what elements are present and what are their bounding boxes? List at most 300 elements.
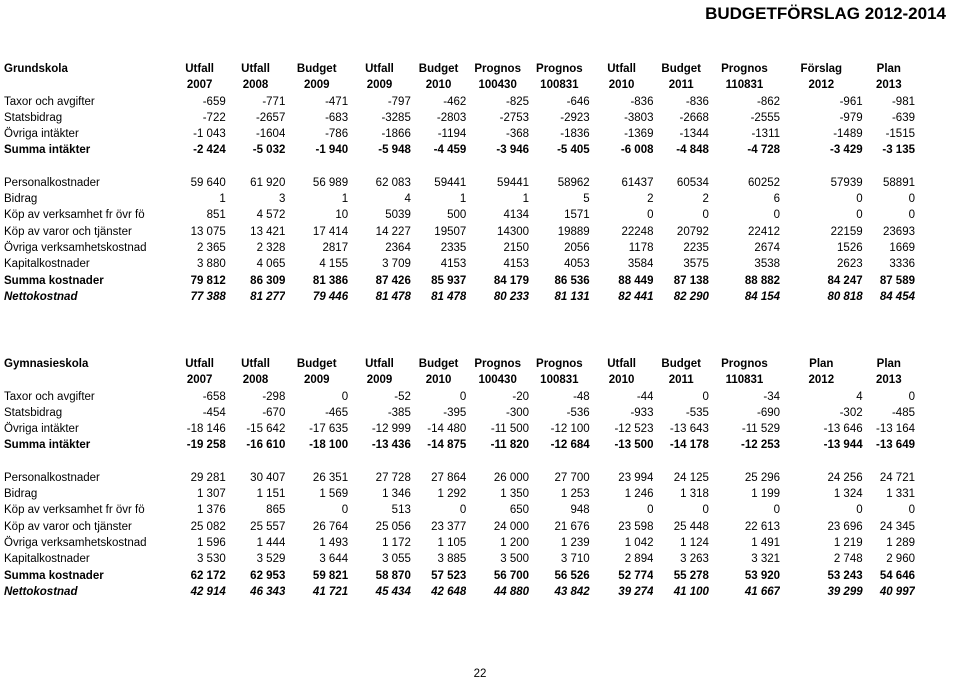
- table-cell: 0: [341, 504, 349, 517]
- column-header-type: Utfall: [607, 358, 636, 370]
- table-cell: 80 818: [827, 290, 863, 303]
- table-cell: 1669: [889, 241, 915, 254]
- table-cell: -12 684: [550, 439, 590, 452]
- table-cell: 3 644: [319, 553, 349, 566]
- table-cell: 3 055: [382, 553, 411, 566]
- table-cell: -368: [506, 128, 530, 141]
- table-cell: 87 138: [673, 274, 709, 287]
- table-cell: 81 478: [375, 290, 411, 303]
- table-cell: 41 100: [673, 585, 709, 598]
- table-cell: 24 721: [879, 471, 915, 484]
- gymnasieskola-budget-table: [3, 356, 915, 600]
- column-header-period: 2013: [876, 79, 902, 92]
- table-cell: 3 530: [196, 553, 226, 566]
- table-row: [3, 273, 915, 289]
- table-cell: 3 880: [196, 258, 226, 271]
- table-row: [3, 94, 915, 110]
- table-cell: 81 478: [431, 290, 467, 303]
- table-cell: 2235: [683, 241, 709, 254]
- row-label: Summa kostnader: [4, 569, 104, 582]
- table-cell: 0: [908, 193, 915, 206]
- table-cell: -658: [202, 390, 226, 403]
- table-cell: -797: [387, 95, 411, 108]
- row-label: Köp av verksamhet fr övr fö: [4, 209, 145, 222]
- table-cell: 87 589: [879, 274, 915, 287]
- table-cell: -2 424: [193, 144, 226, 157]
- column-header-type: Utfall: [241, 358, 270, 370]
- table-cell: 4 572: [256, 209, 286, 222]
- table-cell: -639: [891, 111, 915, 124]
- table-cell: 84 247: [827, 274, 863, 287]
- table-cell: 54 646: [879, 569, 915, 582]
- table-cell: 3 529: [256, 553, 286, 566]
- table-cell: -3803: [624, 111, 654, 124]
- row-label: Kapitalkostnader: [4, 258, 90, 271]
- table-cell: 56 700: [493, 569, 530, 582]
- section-title: Grundskola: [4, 63, 68, 75]
- table-cell: 3 321: [751, 553, 781, 566]
- table-cell: 80 233: [493, 290, 530, 303]
- table-cell: -2657: [255, 111, 286, 124]
- table-cell: 1 289: [886, 536, 915, 549]
- table-cell: -298: [262, 390, 286, 403]
- spacer-row: [3, 454, 915, 470]
- table-cell: 25 557: [250, 520, 286, 533]
- column-header-period: 2010: [425, 374, 452, 387]
- table-cell: -13 643: [669, 423, 709, 436]
- row-label: Nettokostnad: [4, 290, 78, 303]
- table-row: [3, 240, 915, 256]
- table-cell: 2335: [440, 241, 467, 254]
- table-cell: 1 346: [382, 488, 411, 501]
- table-cell: 1 246: [624, 488, 654, 501]
- table-cell: -1515: [885, 128, 915, 141]
- table-cell: -6 008: [620, 144, 654, 157]
- grundskola-budget-table: [3, 61, 915, 305]
- table-cell: -11 500: [490, 423, 530, 436]
- table-cell: 56 989: [312, 176, 349, 189]
- column-header-type: Utfall: [365, 63, 394, 75]
- table-cell: 24 000: [493, 520, 530, 533]
- table-cell: -14 480: [427, 423, 467, 436]
- table-cell: 1 239: [560, 536, 590, 549]
- table-cell: -862: [756, 95, 781, 108]
- table-cell: -13 649: [875, 439, 915, 452]
- row-label: Taxor och avgifter: [4, 390, 95, 403]
- table-cell: 60252: [748, 176, 781, 189]
- table-cell: 62 172: [190, 569, 226, 582]
- table-cell: 41 721: [312, 585, 349, 598]
- table-cell: 6: [773, 193, 781, 206]
- table-cell: 40 997: [879, 585, 915, 598]
- table-cell: 79 446: [312, 290, 349, 303]
- table-cell: -535: [685, 406, 709, 419]
- table-cell: 1 292: [437, 488, 467, 501]
- table-cell: -5 405: [557, 144, 590, 157]
- column-header-type: Budget: [661, 63, 701, 75]
- table-row: [3, 256, 915, 272]
- table-cell: 10: [335, 209, 349, 222]
- table-cell: 3 500: [500, 553, 530, 566]
- table-row: [3, 389, 915, 405]
- page-number: 22: [473, 668, 487, 680]
- table-cell: -12 100: [550, 423, 590, 436]
- table-cell: 1: [459, 193, 467, 206]
- column-header-type: Plan: [876, 63, 901, 75]
- row-label: Nettokostnad: [4, 585, 78, 598]
- table-cell: -16 610: [246, 439, 286, 452]
- table-cell: -3285: [381, 111, 411, 124]
- header-spacer: [3, 372, 173, 388]
- table-cell: 57 523: [431, 569, 467, 582]
- table-cell: 1 318: [680, 488, 709, 501]
- table-row: [3, 126, 915, 142]
- header-row: [3, 77, 915, 93]
- table-cell: 4153: [503, 258, 530, 271]
- table-cell: 77 388: [190, 290, 226, 303]
- table-cell: -11 820: [490, 439, 530, 452]
- table-row: [3, 551, 915, 567]
- column-header-period: 2011: [668, 374, 694, 387]
- table-cell: 23 377: [431, 520, 467, 533]
- table-cell: -13 164: [875, 423, 915, 436]
- table-cell: 3336: [889, 258, 915, 271]
- table-cell: 0: [856, 193, 863, 206]
- table-cell: 2674: [754, 241, 781, 254]
- table-cell: 39 274: [618, 585, 654, 598]
- column-header-period: 2009: [303, 79, 330, 92]
- table-cell: -981: [891, 95, 915, 108]
- table-row: [3, 110, 915, 126]
- table-cell: -1866: [381, 128, 411, 141]
- table-cell: 58 870: [375, 569, 411, 582]
- table-cell: -961: [839, 95, 863, 108]
- table-cell: -13 944: [823, 439, 863, 452]
- column-header-type: Utfall: [365, 358, 394, 370]
- table-cell: 84 454: [879, 290, 915, 303]
- table-cell: 23 696: [827, 520, 863, 533]
- table-cell: 59 640: [190, 176, 226, 189]
- column-header-period: 2007: [186, 79, 213, 92]
- table-cell: 29 281: [190, 471, 226, 484]
- table-cell: -690: [756, 406, 781, 419]
- table-cell: 4 065: [256, 258, 286, 271]
- table-row: [3, 289, 915, 305]
- table-cell: -302: [839, 406, 863, 419]
- table-row: [3, 421, 915, 437]
- table-cell: 42 914: [190, 585, 226, 598]
- table-row: [3, 142, 915, 158]
- table-cell: 22248: [621, 225, 654, 238]
- table-cell: 1 105: [437, 536, 467, 549]
- column-header-period: 2007: [186, 374, 213, 387]
- table-cell: 1 569: [319, 488, 349, 501]
- table-cell: -2923: [560, 111, 590, 124]
- table-cell: 52 774: [618, 569, 654, 582]
- column-header-period: 100831: [540, 374, 579, 387]
- table-cell: -1 940: [315, 144, 349, 157]
- table-cell: 85 937: [431, 274, 467, 287]
- table-cell: 13 421: [250, 225, 286, 238]
- table-cell: 3 709: [382, 258, 411, 271]
- table-cell: -1344: [679, 128, 709, 141]
- column-header-period: 2010: [608, 79, 635, 92]
- table-cell: -4 459: [433, 144, 467, 157]
- table-cell: 81 277: [250, 290, 286, 303]
- table-cell: 1178: [628, 241, 654, 254]
- column-header-period: 2012: [808, 374, 835, 387]
- table-cell: 22 613: [744, 520, 781, 533]
- column-header-period: 2009: [366, 79, 393, 92]
- table-cell: 30 407: [250, 471, 286, 484]
- table-cell: 2 960: [886, 553, 915, 566]
- table-cell: 3 710: [560, 553, 590, 566]
- table-cell: 0: [908, 504, 915, 517]
- table-cell: 61 920: [250, 176, 286, 189]
- table-cell: 865: [266, 504, 286, 517]
- table-cell: 13 075: [190, 225, 226, 238]
- table-cell: 39 299: [827, 585, 863, 598]
- table-cell: -5 032: [252, 144, 286, 157]
- table-cell: 27 700: [554, 471, 590, 484]
- table-cell: 1 307: [196, 488, 226, 501]
- table-cell: 22159: [830, 225, 863, 238]
- table-cell: -17 635: [309, 423, 349, 436]
- table-row: [3, 535, 915, 551]
- table-cell: -14 178: [669, 439, 709, 452]
- table-cell: -454: [202, 406, 226, 419]
- row-label: Statsbidrag: [4, 406, 63, 419]
- table-cell: -2668: [679, 111, 709, 124]
- table-cell: 25 082: [190, 520, 226, 533]
- table-cell: 57939: [830, 176, 863, 189]
- table-cell: 53 243: [827, 569, 863, 582]
- table-cell: 1: [522, 193, 530, 206]
- table-row: [3, 191, 915, 207]
- table-cell: 0: [647, 209, 654, 222]
- table-cell: -722: [202, 111, 226, 124]
- table-cell: 3 263: [680, 553, 709, 566]
- table-cell: -44: [636, 390, 654, 403]
- column-header-type: Förslag: [800, 63, 843, 75]
- table-cell: -395: [443, 406, 467, 419]
- table-cell: 44 880: [493, 585, 530, 598]
- table-cell: 82 441: [618, 290, 654, 303]
- column-header-type: Budget: [418, 63, 459, 75]
- table-cell: -1 043: [193, 128, 226, 141]
- column-header-period: 2009: [303, 374, 330, 387]
- table-cell: -1604: [255, 128, 286, 141]
- table-cell: 53 920: [744, 569, 781, 582]
- table-cell: 4: [404, 193, 411, 206]
- column-header-type: Prognos: [536, 358, 583, 370]
- table-cell: 25 296: [744, 471, 781, 484]
- row-label: Köp av verksamhet fr övr fö: [4, 504, 145, 517]
- table-cell: 1 219: [833, 536, 863, 549]
- header-row: [3, 356, 915, 372]
- table-cell: 24 345: [879, 520, 915, 533]
- row-label: Kapitalkostnader: [4, 553, 90, 566]
- table-row: [3, 502, 915, 518]
- table-row: [3, 405, 915, 421]
- row-label: Statsbidrag: [4, 111, 63, 124]
- header-row: [3, 61, 915, 77]
- table-cell: 19507: [434, 225, 467, 238]
- table-cell: 61437: [621, 176, 654, 189]
- table-cell: -3 946: [496, 144, 530, 157]
- table-cell: -13 646: [823, 423, 863, 436]
- table-cell: -4 728: [747, 144, 781, 157]
- table-cell: -462: [443, 95, 467, 108]
- table-cell: -1369: [624, 128, 654, 141]
- column-header-type: Budget: [296, 358, 337, 370]
- table-cell: 0: [773, 209, 781, 222]
- table-cell: 24 256: [827, 471, 863, 484]
- table-cell: 19889: [557, 225, 590, 238]
- table-cell: -11 529: [741, 423, 781, 436]
- table-cell: 0: [908, 209, 915, 222]
- table-cell: 2623: [837, 258, 863, 271]
- table-cell: 1571: [564, 209, 590, 222]
- table-cell: 23 994: [618, 471, 654, 484]
- table-cell: 1 253: [560, 488, 590, 501]
- table-cell: 1: [219, 193, 226, 206]
- table-cell: -825: [506, 95, 530, 108]
- table-cell: -786: [325, 128, 349, 141]
- table-cell: 2 894: [624, 553, 654, 566]
- table-cell: 26 764: [312, 520, 349, 533]
- column-header-type: Budget: [661, 358, 701, 370]
- table-cell: 0: [702, 390, 709, 403]
- table-row: [3, 207, 915, 223]
- table-cell: -4 848: [676, 144, 709, 157]
- table-cell: 1 124: [680, 536, 709, 549]
- table-cell: 42 648: [431, 585, 467, 598]
- table-cell: -670: [262, 406, 286, 419]
- column-header-period: 2013: [876, 374, 902, 387]
- column-header-period: 2012: [808, 79, 835, 92]
- table-cell: -34: [763, 390, 781, 403]
- column-header-type: Prognos: [721, 63, 768, 75]
- column-header-type: Plan: [876, 358, 901, 370]
- table-cell: 4153: [440, 258, 467, 271]
- table-cell: 58962: [557, 176, 590, 189]
- table-cell: 0: [459, 504, 467, 517]
- table-cell: 2150: [503, 241, 530, 254]
- table-cell: 2 365: [196, 241, 226, 254]
- column-header-period: 100430: [478, 374, 517, 387]
- table-cell: 1 444: [256, 536, 286, 549]
- table-cell: 1 493: [319, 536, 349, 549]
- table-cell: 88 882: [744, 274, 781, 287]
- table-cell: 87 426: [375, 274, 411, 287]
- table-cell: -300: [506, 406, 530, 419]
- table-row: [3, 486, 915, 502]
- table-cell: 4 155: [319, 258, 349, 271]
- table-cell: 851: [206, 209, 226, 222]
- table-cell: 22412: [748, 225, 781, 238]
- table-cell: 84 179: [493, 274, 530, 287]
- table-cell: 0: [773, 504, 781, 517]
- table-cell: 56 526: [554, 569, 590, 582]
- table-cell: -659: [202, 95, 226, 108]
- table-cell: 25 056: [375, 520, 411, 533]
- table-cell: 81 386: [312, 274, 349, 287]
- table-cell: 21 676: [554, 520, 590, 533]
- table-cell: 60534: [676, 176, 709, 189]
- table-cell: 79 812: [190, 274, 226, 287]
- table-cell: 1526: [837, 241, 863, 254]
- column-header-period: 2008: [242, 374, 269, 387]
- table-cell: 86 536: [554, 274, 590, 287]
- table-cell: 86 309: [250, 274, 286, 287]
- row-label: Övriga intäkter: [4, 423, 79, 436]
- table-cell: 26 000: [493, 471, 530, 484]
- table-cell: 20792: [676, 225, 709, 238]
- table-cell: 41 667: [744, 585, 781, 598]
- table-cell: 1 350: [500, 488, 530, 501]
- table-cell: 1 200: [500, 536, 530, 549]
- table-cell: 2817: [322, 241, 349, 254]
- table-cell: 81 131: [554, 290, 590, 303]
- table-cell: -683: [325, 111, 349, 124]
- table-cell: -14 875: [427, 439, 467, 452]
- table-cell: 59441: [434, 176, 467, 189]
- column-header-type: Budget: [296, 63, 337, 75]
- table-cell: 25 448: [673, 520, 709, 533]
- table-cell: -20: [512, 390, 530, 403]
- row-label: Köp av varor och tjänster: [4, 225, 132, 238]
- table-cell: -1836: [560, 128, 590, 141]
- table-cell: 2 748: [833, 553, 863, 566]
- table-cell: -771: [262, 95, 286, 108]
- table-cell: 1 042: [624, 536, 654, 549]
- table-cell: 14300: [497, 225, 530, 238]
- table-cell: 3538: [754, 258, 781, 271]
- table-cell: 3575: [683, 258, 709, 271]
- table-cell: -2803: [436, 111, 467, 124]
- table-cell: 45 434: [375, 585, 411, 598]
- row-label: Personalkostnader: [4, 176, 100, 189]
- column-header-type: Prognos: [721, 358, 768, 370]
- table-cell: 46 343: [250, 585, 286, 598]
- table-cell: 23693: [883, 225, 915, 238]
- table-cell: -979: [839, 111, 863, 124]
- table-cell: 4: [856, 390, 863, 403]
- column-header-type: Prognos: [474, 358, 521, 370]
- table-cell: 43 842: [554, 585, 590, 598]
- table-cell: 23 598: [618, 520, 654, 533]
- table-cell: 1 491: [751, 536, 781, 549]
- spacer-cell: [3, 454, 915, 470]
- table-cell: 1 324: [833, 488, 863, 501]
- column-header-type: Budget: [418, 358, 459, 370]
- row-label: Bidrag: [4, 488, 38, 501]
- row-label: Övriga verksamhetskostnad: [4, 536, 147, 549]
- table-cell: -12 523: [614, 423, 654, 436]
- table-cell: 82 290: [673, 290, 709, 303]
- table-cell: 24 125: [673, 471, 709, 484]
- row-label: Bidrag: [4, 193, 38, 206]
- table-cell: 59 821: [312, 569, 349, 582]
- column-header-type: Utfall: [185, 63, 214, 75]
- table-cell: -3 429: [830, 144, 863, 157]
- table-cell: 4134: [503, 209, 530, 222]
- table-cell: 2056: [564, 241, 590, 254]
- row-label: Övriga intäkter: [4, 128, 79, 141]
- column-header-type: Utfall: [241, 63, 270, 75]
- table-cell: 1 151: [256, 488, 286, 501]
